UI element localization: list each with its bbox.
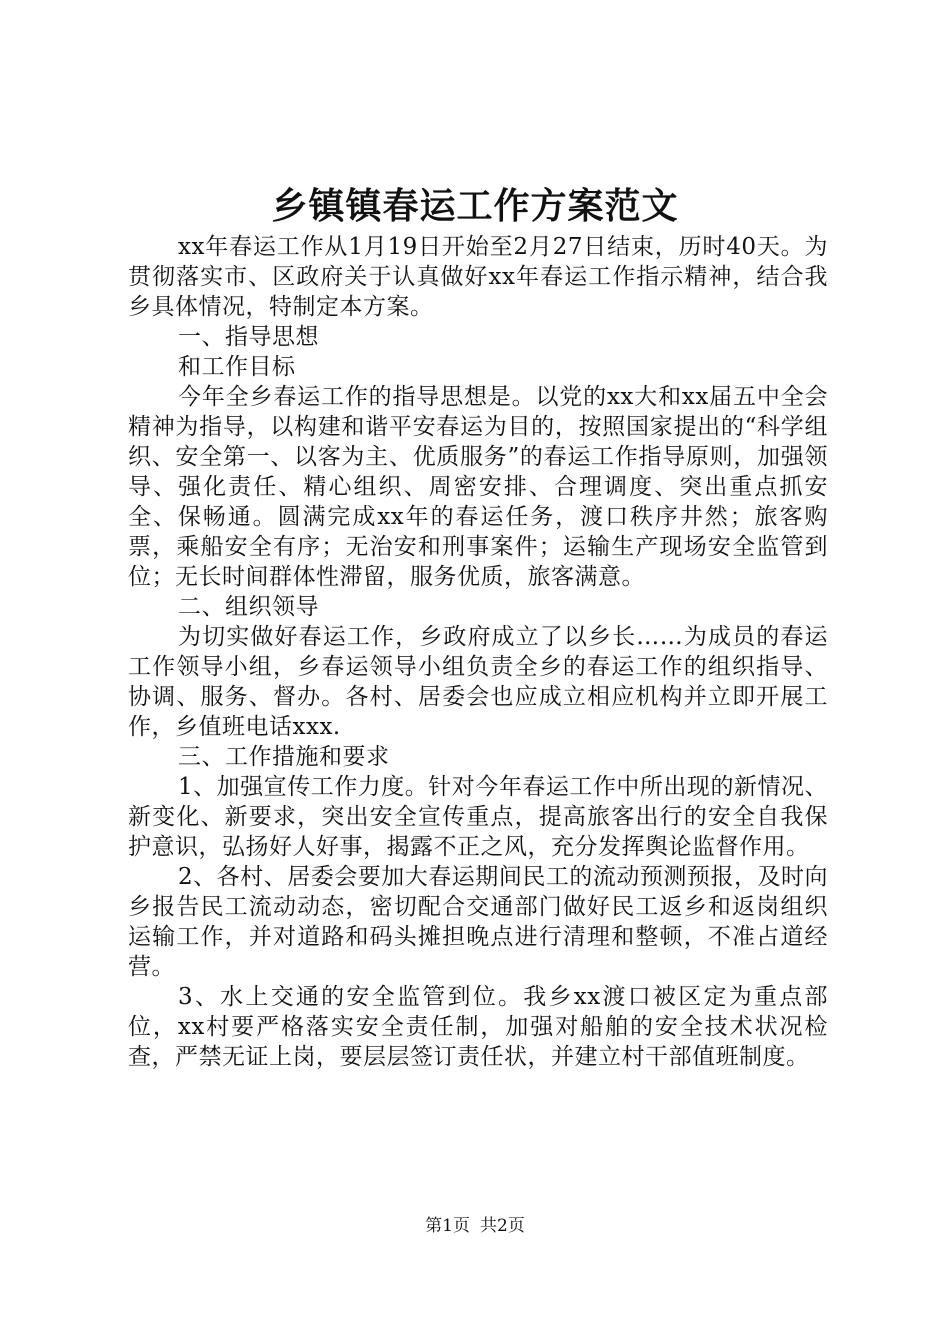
section-heading-goals: 和工作目标 — [178, 354, 296, 380]
paragraph-measure-2: 2、各村、居委会要加大春运期间民工的流动预测预报，及时向乡报告民工流动动态，密切配合交通部门做好民工返乡和返岗组织运输工作，并对道路和码头摊担晚点进行清理和整顿，不准占道经营。 — [128, 864, 828, 980]
paragraph-measure-3: 3、水上交通的安全监管到位。我乡xx渡口被区定为重点部位，xx村要严格落实安全责任制，加强对船舶的安全技术状况检查，严禁无证上岗，要层层签订责任状，并建立村干部值班制度。 — [128, 984, 828, 1070]
section-heading-guiding: 一、指导思想 — [178, 324, 319, 350]
paragraph-measure-1: 1、加强宣传工作力度。针对今年春运工作中所出现的新情况、新变化、新要求，突出安全宣传重点，提高旅客出行的安全自我保护意识，弘扬好人好事，揭露不正之风，充分发挥舆论监督作用。 — [128, 774, 828, 860]
document-body — [128, 232, 828, 1072]
paragraph-guiding-thought: 今年全乡春运工作的指导思想是。以党的xx大和xx届五中全会精神为指导，以构建和谐平安春运为目的，按照国家提出的“科学组织、安全第一、以客为主、优质服务”的春运工作指导原则，加强领导、强化责任、精心组织、周密安排、合理调度、突出重点抓安全、保畅通。圆满完成xx年的春运任务，渡口秩序井然；旅客购票，乘船安全有序；无治安和刑事案件；运输生产现场安全监管到位；无长时间群体性滞留，服务优质，旅客满意。 — [128, 384, 828, 590]
paragraph-intro: xx年春运工作从1月19日开始至2月27日结束，历时40天。为贯彻落实市、区政府关于认真做好xx年春运工作指示精神，结合我乡具体情况，特制定本方案。 — [128, 234, 828, 320]
section-heading-measures: 三、工作措施和要求 — [178, 744, 390, 770]
page-footer — [0, 1214, 950, 1238]
page-number: 第1页 — [425, 1216, 470, 1236]
section-heading-leadership: 二、组织领导 — [178, 594, 319, 620]
paragraph-leadership: 为切实做好春运工作，乡政府成立了以乡长……为成员的春运工作领导小组，乡春运领导小组负责全乡的春运工作的组织指导、协调、服务、督办。各村、居委会也应成立相应机构并立即开展工作，乡值班电话xxx. — [128, 624, 828, 740]
page-total: 共2页 — [480, 1216, 525, 1236]
document-title: 乡镇镇春运工作方案范文 — [271, 185, 679, 227]
